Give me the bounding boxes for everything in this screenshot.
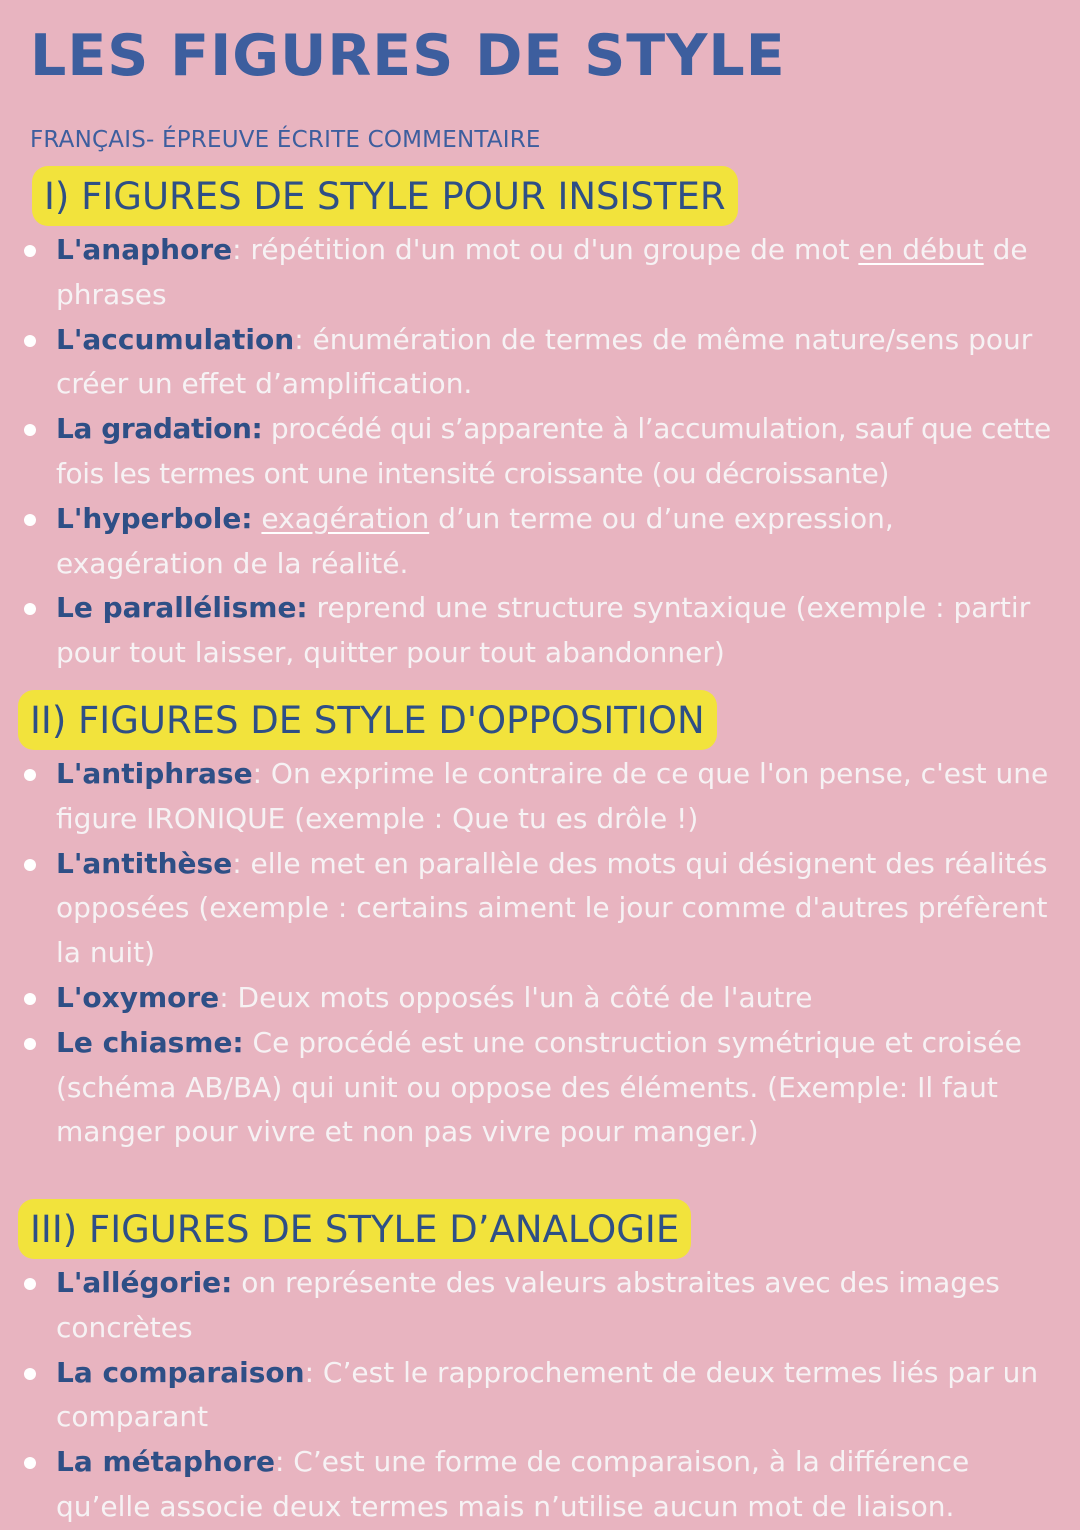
figure-term: L'oxymore [56, 980, 220, 1014]
bullet-icon [24, 335, 36, 347]
figure-definition: Deux mots opposés l'un à côté de l'autre [237, 980, 813, 1014]
figure-term: L'allégorie: [56, 1266, 233, 1299]
term-separator: : [274, 1445, 294, 1479]
list-item [0, 1440, 1080, 1530]
section-heading: III) FIGURES DE STYLE D’ANALOGIE [18, 1199, 691, 1259]
section-analogie [0, 1199, 1080, 1530]
list-item [0, 752, 1080, 842]
page-subtitle: FRANÇAIS- ÉPREUVE ÉCRITE COMMENTAIRE [30, 127, 541, 153]
list-item [0, 586, 1080, 676]
section-heading: II) FIGURES DE STYLE D'OPPOSITION [18, 690, 717, 750]
bullet-icon [24, 424, 36, 436]
list-item [0, 1351, 1080, 1441]
figure-list [0, 228, 1080, 676]
figure-term: Le parallélisme: [56, 591, 308, 625]
bullet-icon [24, 1038, 36, 1050]
bullet-icon [24, 1278, 36, 1290]
term-separator: : [232, 846, 251, 880]
figure-list [0, 1261, 1080, 1530]
section-insister [0, 166, 1080, 676]
figure-definition: C’est le rapprochement de deux termes liés par un comparant [56, 1355, 1039, 1434]
figure-definition: de phrases [56, 233, 1028, 311]
term-separator: : [294, 322, 313, 356]
bullet-icon [24, 993, 36, 1005]
term-separator: : [232, 233, 251, 266]
figure-term: La gradation: [56, 412, 263, 446]
list-item [0, 1261, 1080, 1351]
bullet-icon [24, 603, 36, 615]
bullet-icon [24, 859, 36, 871]
figure-term: L'accumulation [56, 322, 295, 356]
figure-definition: Ce procédé est une construction symétrique et croisée (schéma AB/BA) qui unit ou oppose des éléments. (Exemple: Il faut manger pour vivre et non pas vivre pour manger.) [56, 1025, 1022, 1149]
list-item [0, 1021, 1080, 1155]
list-item [0, 407, 1080, 497]
term-separator [232, 1266, 241, 1299]
page-title: LES FIGURES DE STYLE [30, 23, 786, 89]
figure-definition: elle met en parallèle des mots qui désignent des réalités opposées (exemple : certains aiment le jour comme d'autres préfèrent la nuit) [56, 846, 1048, 970]
figure-definition: reprend une structure syntaxique (exemple : partir pour tout laisser, quitter pour tout abandonner) [56, 591, 1031, 670]
figure-definition: répétition d'un mot ou d'un groupe de mot [250, 233, 859, 266]
figure-definition: On exprime le contraire de ce que l'on pense, c'est une figure IRONIQUE (exemple : Que tu es drôle !) [56, 757, 1049, 835]
figure-term: L'antiphrase [56, 757, 253, 790]
list-item [0, 497, 1080, 587]
figure-term: L'hyperbole: [56, 501, 253, 535]
section-heading: I) FIGURES DE STYLE POUR INSISTER [32, 166, 738, 226]
list-item [0, 842, 1080, 976]
figure-definition: énumération de termes de même nature/sens pour créer un effet d’amplification. [56, 322, 1033, 401]
figure-term: Le chiasme: [56, 1025, 244, 1059]
bullet-icon [24, 1368, 36, 1380]
underlined-text: exagération [261, 501, 430, 535]
term-separator [244, 1026, 253, 1059]
figure-list [0, 752, 1080, 1155]
list-item [0, 976, 1080, 1021]
bullet-icon [24, 245, 36, 257]
list-item [0, 228, 1080, 318]
underlined-text: en début [858, 233, 984, 266]
figure-definition: procédé qui s’apparente à l’accumulation, sauf que cette fois les termes ont une intensité croissante (ou décroissante) [56, 412, 1051, 490]
list-item [0, 318, 1080, 408]
figure-term: L'anaphore [56, 233, 233, 266]
term-separator: : [252, 757, 271, 790]
term-separator: : [304, 1355, 323, 1389]
bullet-icon [24, 514, 36, 526]
term-separator [262, 412, 271, 445]
figure-definition: C’est une forme de comparaison, à la différence qu’elle associe deux termes mais n’utilise aucun mot de liaison. [56, 1445, 970, 1523]
term-separator [308, 591, 317, 624]
figure-term: La métaphore [56, 1445, 275, 1479]
section-opposition [0, 690, 1080, 1155]
bullet-icon [24, 1457, 36, 1469]
figure-term: L'antithèse [56, 846, 233, 880]
figure-definition: on représente des valeurs abstraites avec des images concrètes [56, 1266, 1000, 1344]
figure-term: La comparaison [56, 1355, 305, 1389]
term-separator: : [219, 980, 238, 1014]
bullet-icon [24, 769, 36, 781]
figure-definition: d’un terme ou d’une expression, exagération de la réalité. [56, 501, 894, 580]
